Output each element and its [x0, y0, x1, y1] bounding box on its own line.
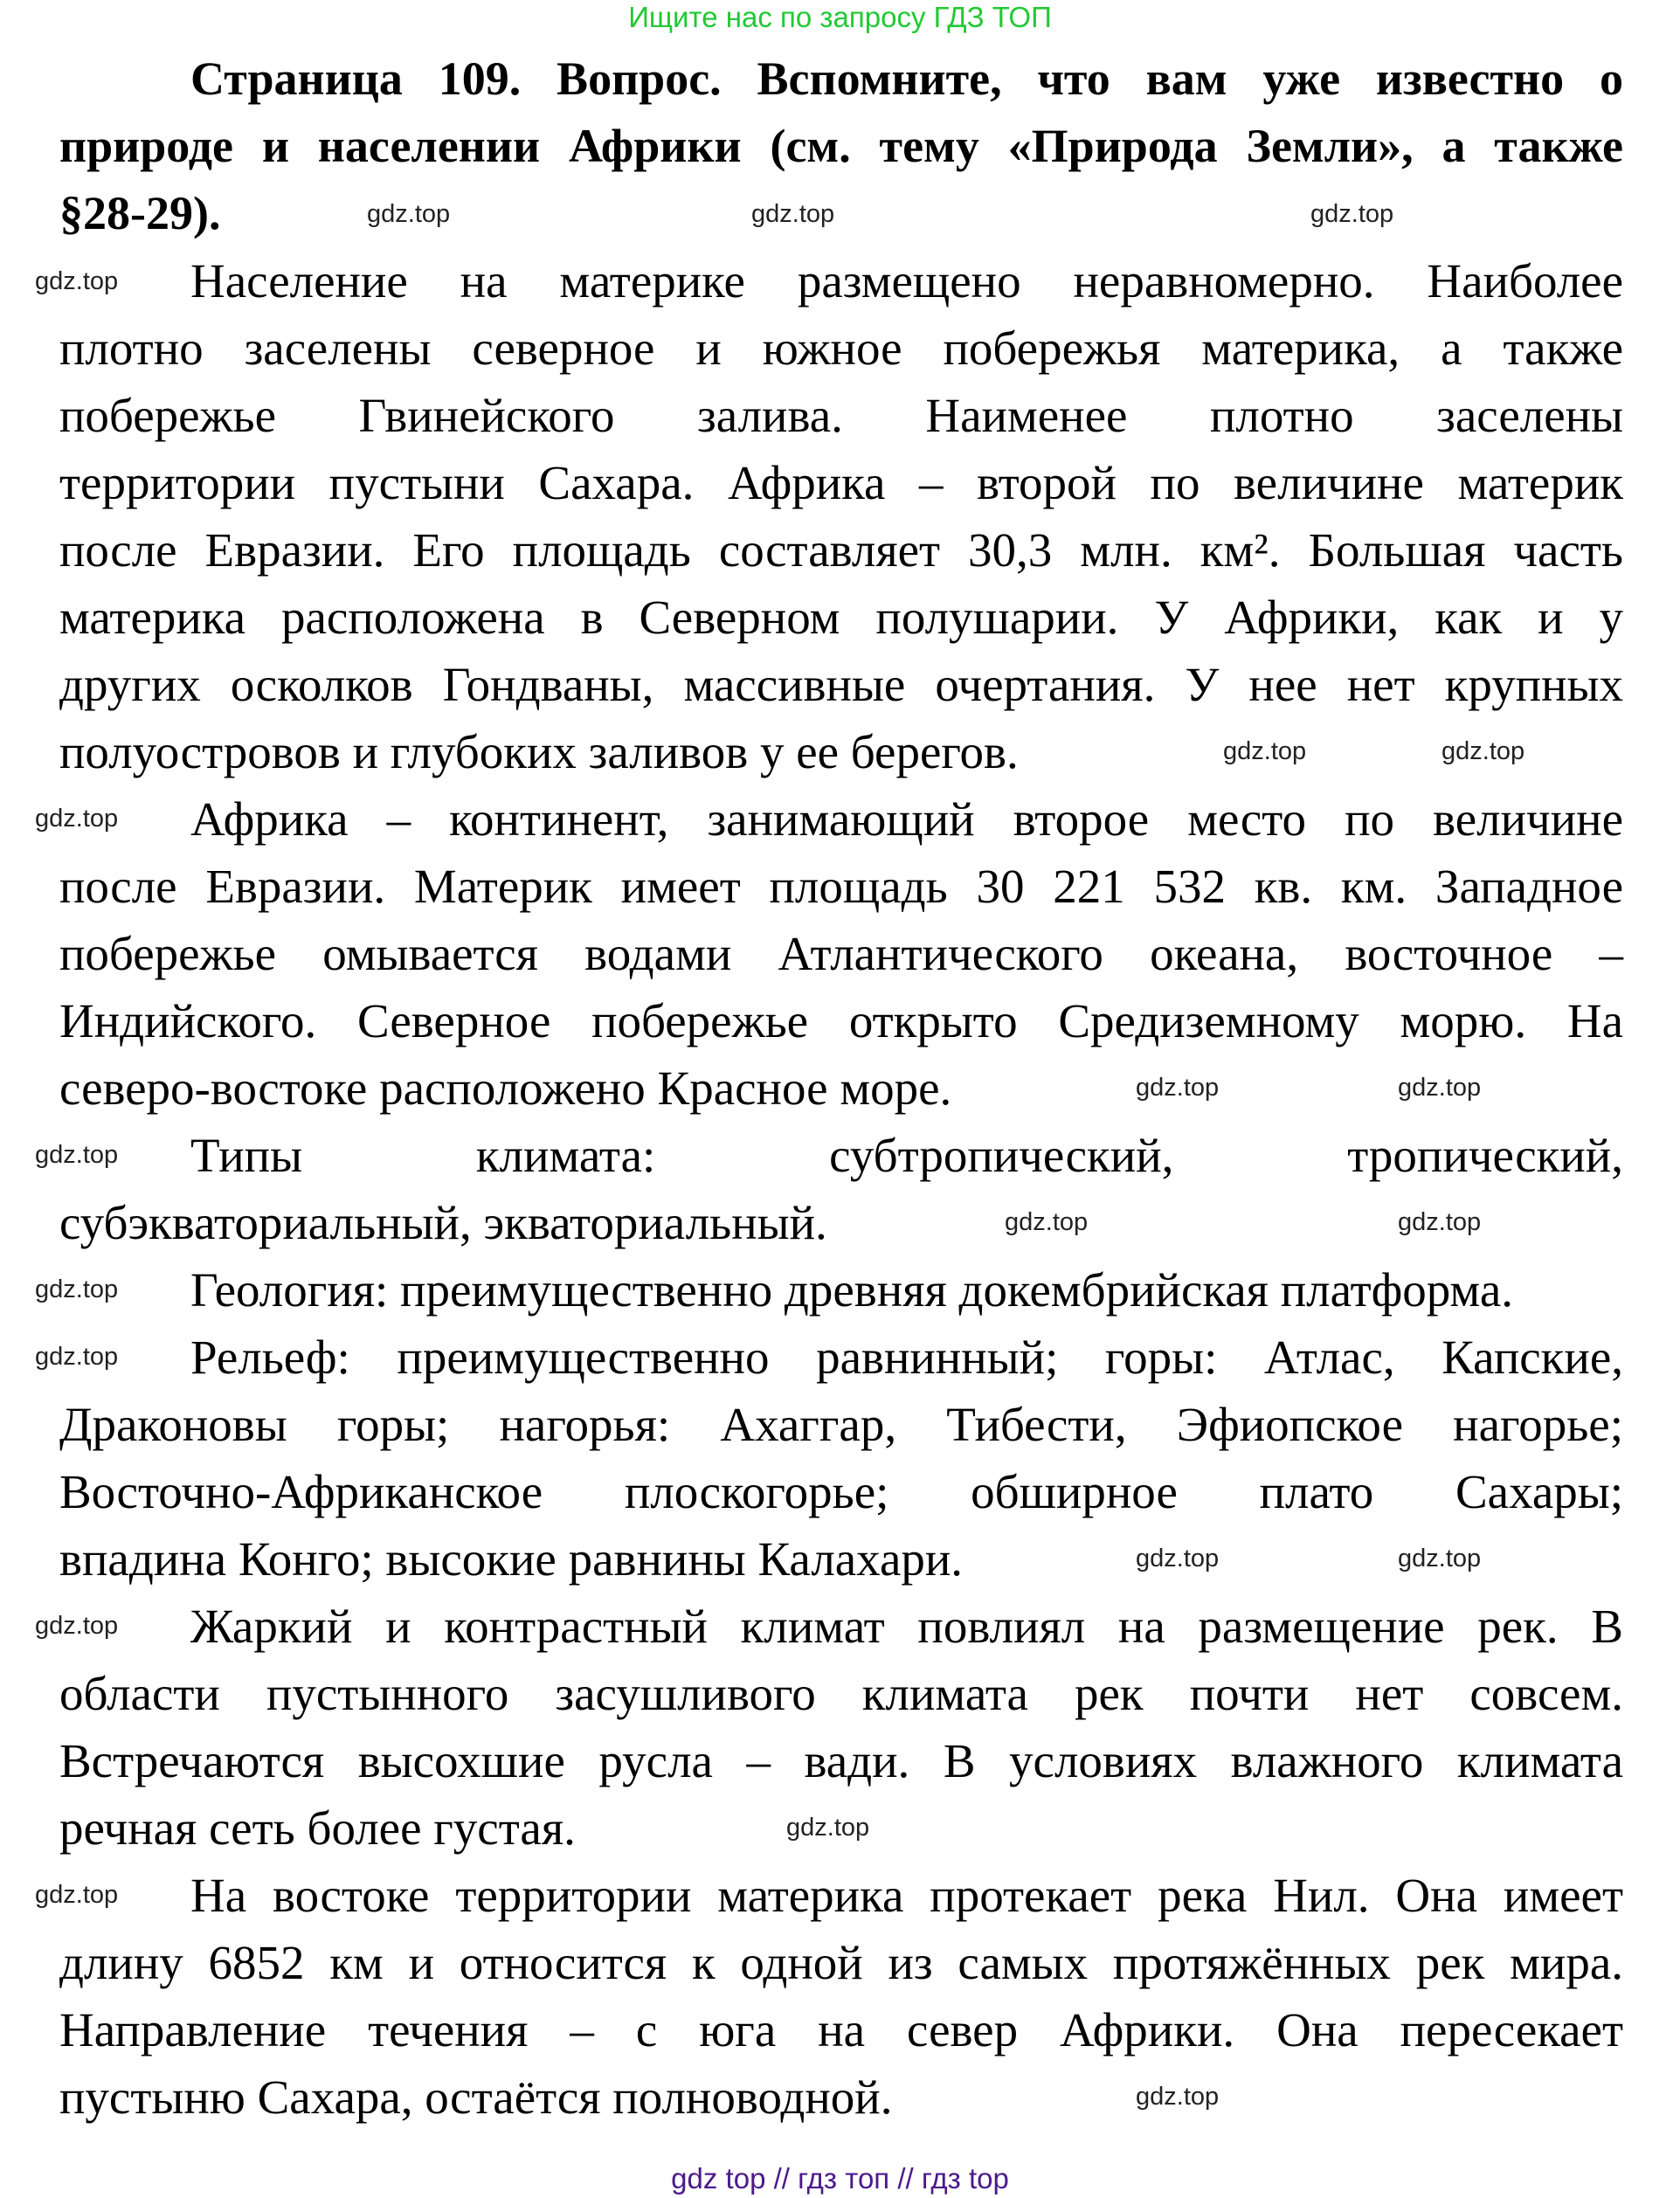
- gdz-watermark: gdz.top: [35, 267, 119, 295]
- paragraph-line: территории пустыни Сахара. Африка – второй по величине материк: [59, 456, 1623, 509]
- gdz-watermark: gdz.top: [35, 1141, 119, 1169]
- paragraph-line: речная сеть более густая.: [59, 1801, 576, 1855]
- gdz-watermark: gdz.top: [367, 200, 451, 228]
- gdz-watermark: gdz.top: [1223, 737, 1307, 765]
- paragraph-line: Драконовы горы; нагорья: Ахаггар, Тибести, Эфиопское нагорье;: [59, 1398, 1623, 1451]
- paragraph: [59, 247, 1623, 785]
- paragraph-line: плотно заселены северное и южное побережья материка, а также: [59, 321, 1623, 375]
- title-line: Страница 109. Вопрос. Вспомните, что вам уже известно о: [190, 52, 1623, 105]
- paragraph-line: Жаркий и контрастный климат повлиял на размещение рек. В: [190, 1600, 1623, 1653]
- gdz-watermark: gdz.top: [1441, 737, 1525, 765]
- paragraph-line: впадина Конго; высокие равнины Калахари.: [59, 1532, 964, 1586]
- paragraph-line: побережье Гвинейского залива. Наименее плотно заселены: [59, 389, 1623, 442]
- gdz-watermark: gdz.top: [1136, 1545, 1220, 1572]
- paragraph-line: субэкваториальный, экваториальный.: [59, 1196, 827, 1249]
- paragraph-line: Рельеф: преимущественно равнинный; горы: Атлас, Капские,: [190, 1331, 1623, 1384]
- title-line: природе и населении Африки (см. тему «Природа Земли», а также: [59, 120, 1623, 172]
- paragraph-line: после Евразии. Материк имеет площадь 30 221 532 кв. км. Западное: [59, 860, 1623, 913]
- paragraph-line: после Евразии. Его площадь составляет 30,3 млн. км². Большая часть: [59, 523, 1623, 577]
- paragraph: [59, 1324, 1623, 1593]
- paragraph-line: Индийского. Северное побережье открыто Средиземному морю. На: [59, 994, 1623, 1047]
- paragraph-line: области пустынного засушливого климата рек почти нет совсем.: [59, 1667, 1623, 1720]
- paragraph-line: Встречаются высохшие русла – вади. В условиях влажного климата: [59, 1734, 1623, 1787]
- gdz-watermark: gdz.top: [1398, 1545, 1482, 1572]
- gdz-watermark: gdz.top: [35, 1275, 119, 1303]
- paragraph-line: Население на материке размещено неравномерно. Наиболее: [190, 254, 1623, 308]
- gdz-watermark: gdz.top: [1136, 1074, 1220, 1102]
- paragraph: [59, 1122, 1623, 1256]
- paragraph-line: полуостровов и глубоких заливов у ее берегов.: [59, 725, 1019, 778]
- paragraph-line: На востоке территории материка протекает река Нил. Она имеет: [190, 1869, 1623, 1922]
- paragraph-line: пустыню Сахара, остаётся полноводной.: [59, 2070, 893, 2124]
- paragraph-line: северо-востоке расположено Красное море.: [59, 1061, 952, 1115]
- gdz-watermark: gdz.top: [786, 1814, 870, 1842]
- gdz-watermark: gdz.top: [1398, 1208, 1482, 1236]
- gdz-watermark: gdz.top: [35, 1343, 119, 1371]
- search-banner: Ищите нас по запросу ГДЗ ТОП: [628, 1, 1052, 33]
- gdz-watermark: gdz.top: [1310, 200, 1394, 228]
- paragraph: [59, 785, 1623, 1122]
- paragraph-line: Типы климата: субтропический, тропический,: [190, 1129, 1623, 1182]
- footer-watermark: gdz top // гдз топ // гдз top: [671, 2162, 1009, 2195]
- gdz-watermark: gdz.top: [1005, 1208, 1089, 1236]
- paragraph-line: других осколков Гондваны, массивные очертания. У нее нет крупных: [59, 658, 1623, 711]
- gdz-watermark: gdz.top: [35, 1881, 119, 1909]
- paragraph-line: Восточно-Африканское плоскогорье; обширное плато Сахары;: [59, 1465, 1623, 1518]
- paragraph: [59, 1256, 1623, 1324]
- paragraph-line: материка расположена в Северном полушарии. У Африки, как и у: [59, 591, 1623, 644]
- gdz-watermark: gdz.top: [35, 1612, 119, 1640]
- gdz-watermark: gdz.top: [751, 200, 835, 228]
- paragraph-line: длину 6852 км и относится к одной из самых протяжённых рек мира.: [59, 1936, 1623, 1989]
- paragraph-line: Африка – континент, занимающий второе место по величине: [190, 792, 1623, 846]
- paragraph-line: побережье омывается водами Атлантического океана, восточное –: [59, 927, 1623, 980]
- paragraph-line: Направление течения – с юга на север Африки. Она пересекает: [59, 2003, 1623, 2056]
- gdz-watermark: gdz.top: [35, 805, 119, 833]
- gdz-watermark: gdz.top: [1136, 2083, 1220, 2111]
- paragraph: [59, 1862, 1623, 2131]
- title-line: §28-29).: [59, 187, 221, 239]
- gdz-watermark: gdz.top: [1398, 1074, 1482, 1102]
- paragraph-line: Геология: преимущественно древняя докембрийская платформа.: [190, 1263, 1514, 1317]
